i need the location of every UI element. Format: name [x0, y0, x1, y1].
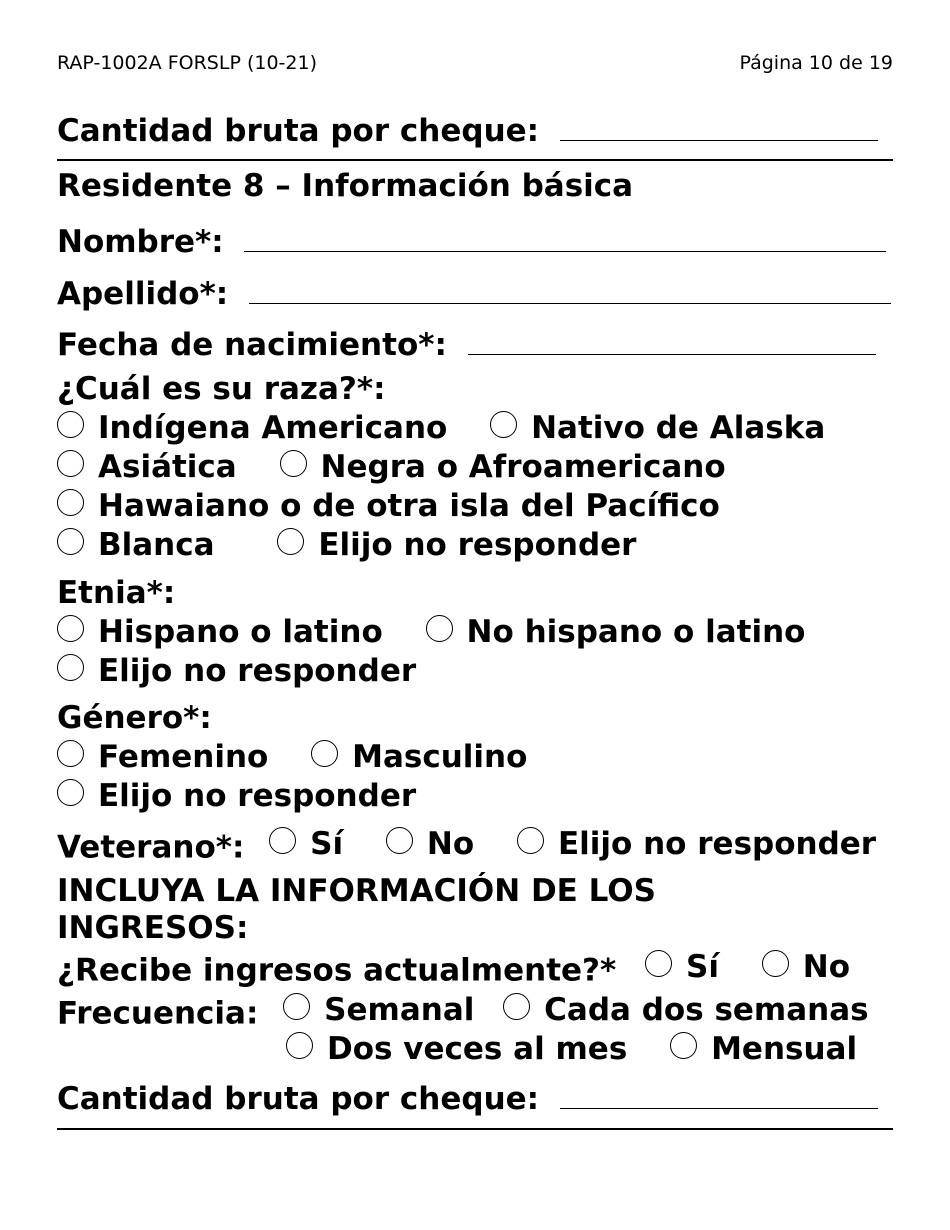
race-option-asiatica[interactable]: Asiática [57, 448, 237, 486]
radio-circle-icon[interactable] [277, 528, 304, 555]
race-option-blanca[interactable]: Blanca [57, 526, 215, 564]
ethnicity-option-hispano[interactable]: Hispano o latino [57, 613, 383, 651]
frequency-option-dos-veces[interactable]: Dos veces al mes [286, 1030, 627, 1068]
race-option-alaska[interactable]: Nativo de Alaska [490, 409, 825, 447]
gender-option-femenino[interactable]: Femenino [57, 738, 268, 776]
section-title: Residente 8 – Información básica [57, 168, 634, 204]
frequency-option-semanal[interactable]: Semanal [283, 991, 474, 1029]
race-option-hawaiano[interactable]: Hawaiano o de otra isla del Pacífico [57, 487, 720, 525]
radio-circle-icon[interactable] [57, 615, 84, 642]
income-option-si[interactable]: Sí [645, 948, 719, 986]
veteran-row [57, 825, 876, 867]
frequency-option-mensual[interactable]: Mensual [670, 1030, 857, 1068]
top-gross-amount-label: Cantidad bruta por cheque: [57, 113, 540, 149]
gender-row-2 [57, 777, 416, 819]
divider [57, 159, 893, 161]
form-id: RAP-1002A FORSLP (10-21) [57, 52, 317, 74]
ethnicity-question: Etnia*: [57, 575, 176, 611]
radio-circle-icon[interactable] [645, 950, 672, 977]
radio-circle-icon[interactable] [269, 827, 296, 854]
income-heading-line1: INCLUYA LA INFORMACIÓN DE LOS [57, 873, 656, 909]
radio-circle-icon[interactable] [283, 993, 310, 1020]
ethnicity-row-1 [57, 613, 805, 655]
radio-circle-icon[interactable] [57, 489, 84, 516]
radio-circle-icon[interactable] [311, 740, 338, 767]
race-row-3 [57, 487, 720, 529]
radio-circle-icon[interactable] [503, 993, 530, 1020]
race-row-1 [57, 409, 825, 451]
last-name-row [57, 275, 891, 313]
radio-circle-icon[interactable] [426, 615, 453, 642]
veteran-option-no-responder[interactable]: Elijo no responder [517, 825, 876, 863]
radio-circle-icon[interactable] [386, 827, 413, 854]
ethnicity-row-2 [57, 652, 416, 694]
dob-input[interactable] [468, 326, 876, 355]
frequency-option-cada-dos-semanas[interactable]: Cada dos semanas [503, 991, 868, 1029]
race-option-negra[interactable]: Negra o Afroamericano [280, 448, 726, 486]
radio-circle-icon[interactable] [517, 827, 544, 854]
radio-circle-icon[interactable] [57, 411, 84, 438]
dob-row [57, 326, 876, 364]
income-question: ¿Recibe ingresos actualmente?* [57, 952, 617, 989]
veteran-option-si[interactable]: Sí [269, 825, 343, 863]
radio-circle-icon[interactable] [57, 450, 84, 477]
first-name-row [57, 223, 886, 261]
gross-amount-label: Cantidad bruta por cheque: [57, 1081, 540, 1117]
income-heading-line2: INGRESOS: [57, 910, 249, 946]
radio-circle-icon[interactable] [57, 779, 84, 806]
ethnicity-option-no-hispano[interactable]: No hispano o latino [426, 613, 806, 651]
income-question-row [57, 948, 850, 990]
radio-circle-icon[interactable] [762, 950, 789, 977]
gender-option-masculino[interactable]: Masculino [311, 738, 527, 776]
radio-circle-icon[interactable] [286, 1032, 313, 1059]
race-row-2 [57, 448, 726, 490]
ethnicity-option-no-responder[interactable]: Elijo no responder [57, 652, 416, 690]
gender-option-no-responder[interactable]: Elijo no responder [57, 777, 416, 815]
radio-circle-icon[interactable] [57, 528, 84, 555]
top-gross-amount-input[interactable] [560, 112, 878, 141]
frequency-label: Frecuencia: [57, 995, 259, 1032]
radio-circle-icon[interactable] [57, 740, 84, 767]
frequency-row-2 [286, 1030, 857, 1072]
last-name-label: Apellido*: [57, 276, 229, 312]
gross-amount-input[interactable] [560, 1080, 878, 1109]
veteran-option-no[interactable]: No [386, 825, 474, 863]
race-option-indigena[interactable]: Indígena Americano [57, 409, 447, 447]
top-gross-amount-row [57, 112, 878, 150]
gross-amount-row [57, 1080, 878, 1118]
race-option-no-responder[interactable]: Elijo no responder [277, 526, 636, 564]
first-name-input[interactable] [244, 223, 886, 252]
radio-circle-icon[interactable] [57, 654, 84, 681]
bottom-divider [57, 1128, 893, 1130]
gender-row-1 [57, 738, 527, 780]
dob-label: Fecha de nacimiento*: [57, 327, 447, 363]
income-option-no[interactable]: No [762, 948, 850, 986]
veteran-question: Veterano*: [57, 829, 245, 866]
radio-circle-icon[interactable] [490, 411, 517, 438]
frequency-row-1 [57, 991, 869, 1033]
gender-question: Género*: [57, 700, 212, 736]
race-question: ¿Cuál es su raza?*: [57, 371, 386, 407]
radio-circle-icon[interactable] [280, 450, 307, 477]
page-number: Página 10 de 19 [739, 52, 893, 74]
last-name-input[interactable] [249, 275, 891, 304]
race-row-4 [57, 526, 636, 568]
radio-circle-icon[interactable] [670, 1032, 697, 1059]
first-name-label: Nombre*: [57, 224, 224, 260]
